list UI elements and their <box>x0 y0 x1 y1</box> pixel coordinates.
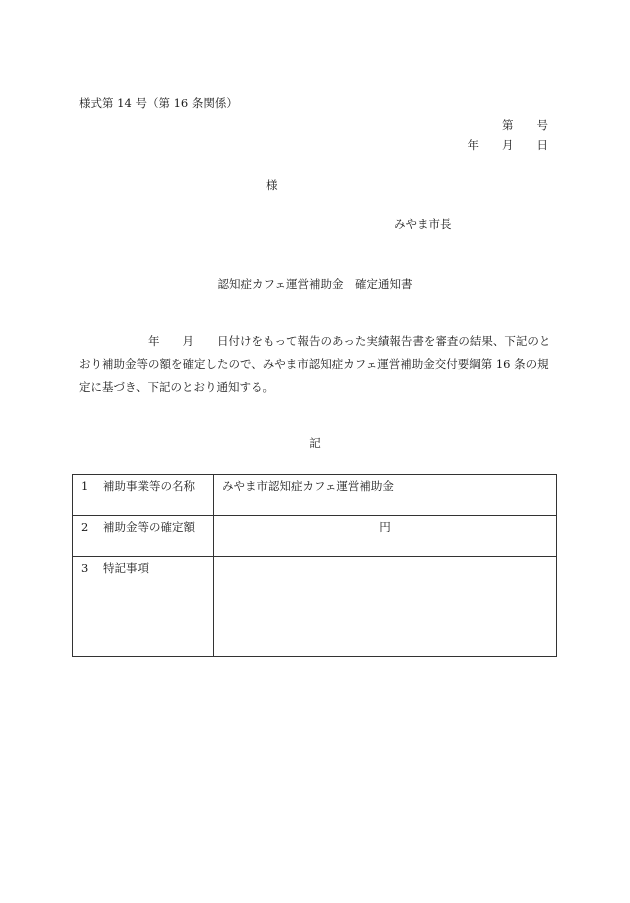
row-label: 補助金等の確定額 <box>103 520 195 534</box>
recipient-honorific: 様 <box>266 178 278 192</box>
row-label: 補助事業等の名称 <box>103 479 195 493</box>
row-value-cell <box>214 516 557 557</box>
table-row <box>73 516 557 557</box>
document-title: 認知症カフェ運営補助金 確定通知書 <box>217 277 413 291</box>
row-label-cell <box>73 475 214 516</box>
sender-name: みやま市長 <box>394 217 452 231</box>
row-label: 特記事項 <box>103 561 149 575</box>
row-number: 2 <box>81 520 89 534</box>
row-value-cell <box>214 557 557 657</box>
table-row <box>73 557 557 657</box>
body-line-3: 定に基づき、下記のとおり通知する。 <box>79 380 275 394</box>
row-number: 3 <box>81 561 89 575</box>
row-label-cell <box>73 516 214 557</box>
body-line-1: 年 月 日付けをもって報告のあった実績報告書を審査の結果、下記のと <box>79 334 551 348</box>
issue-number: 第 号 <box>502 118 548 132</box>
row-value: 円 <box>379 520 391 534</box>
row-number: 1 <box>81 479 89 493</box>
detail-table <box>72 474 557 657</box>
issue-date: 年 月 日 <box>467 138 548 152</box>
table-row <box>73 475 557 516</box>
row-value: みやま市認知症カフェ運営補助金 <box>222 479 394 493</box>
ki-heading: 記 <box>309 436 321 450</box>
body-line-2: おり補助金等の額を確定したので、みやま市認知症カフェ運営補助金交付要綱第 16 条の規 <box>79 357 549 371</box>
form-label: 様式第 14 号（第 16 条関係） <box>79 96 238 110</box>
row-value-cell <box>214 475 557 516</box>
row-label-cell <box>73 557 214 657</box>
